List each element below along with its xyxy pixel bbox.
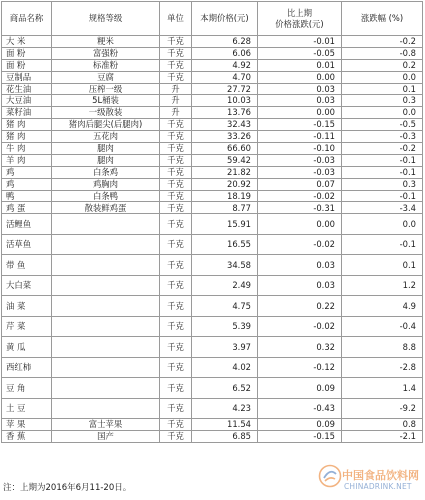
cell-price: 11.54: [192, 419, 258, 431]
cell-grade: 富士苹果: [52, 419, 160, 431]
table-row: [2, 419, 423, 431]
cell-change: 0.09: [258, 419, 342, 431]
cell-unit: 千克: [160, 255, 192, 276]
cell-pct: -9.2: [342, 398, 423, 419]
cell-price: 5.39: [192, 316, 258, 337]
table-row: [2, 398, 423, 419]
cell-change: -0.02: [258, 190, 342, 202]
cell-change: 0.03: [258, 95, 342, 107]
cell-pct: -2.1: [342, 431, 423, 443]
table-row: [2, 71, 423, 83]
cell-pct: -0.3: [342, 131, 423, 143]
header-grade: 规格等级: [52, 2, 160, 36]
cell-price: 8.77: [192, 202, 258, 214]
cell-grade: [52, 337, 160, 358]
cell-pct: 1.2: [342, 275, 423, 296]
cell-name: 花生油: [2, 83, 52, 95]
cell-price: 6.28: [192, 36, 258, 48]
cell-grade: 腿肉: [52, 154, 160, 166]
cell-pct: -0.1: [342, 166, 423, 178]
cell-change: 0.03: [258, 255, 342, 276]
cell-pct: 0.2: [342, 59, 423, 71]
table-row: [2, 275, 423, 296]
cell-grade: [52, 378, 160, 399]
cell-price: 66.60: [192, 143, 258, 155]
cell-price: 21.82: [192, 166, 258, 178]
table-row: [2, 143, 423, 155]
table-row: [2, 83, 423, 95]
cell-price: 6.52: [192, 378, 258, 399]
header-change: [258, 2, 342, 36]
header-change-line2: 价格涨跌(元): [275, 18, 324, 29]
cell-change: 0.22: [258, 296, 342, 317]
table-row: [2, 214, 423, 235]
table-row: [2, 431, 423, 443]
cell-name: 牛 肉: [2, 143, 52, 155]
cell-pct: 0.0: [342, 107, 423, 119]
cell-change: -0.01: [258, 36, 342, 48]
cell-change: -0.03: [258, 166, 342, 178]
cell-unit: 千克: [160, 296, 192, 317]
cell-name: 西红柿: [2, 357, 52, 378]
cell-unit: 千克: [160, 337, 192, 358]
cell-price: 27.72: [192, 83, 258, 95]
cell-change: -0.02: [258, 234, 342, 255]
cell-name: 活草鱼: [2, 234, 52, 255]
table-row: [2, 296, 423, 317]
cell-grade: 猪肉后腿尖(后腿肉): [52, 119, 160, 131]
cell-price: 4.92: [192, 59, 258, 71]
cell-change: -0.43: [258, 398, 342, 419]
table-row: [2, 178, 423, 190]
cell-unit: 千克: [160, 143, 192, 155]
cell-grade: [52, 357, 160, 378]
cell-name: 面 粉: [2, 59, 52, 71]
cell-grade: 富强粉: [52, 47, 160, 59]
cell-unit: 千克: [160, 166, 192, 178]
cell-name: 豆制品: [2, 71, 52, 83]
cell-unit: 升: [160, 107, 192, 119]
cell-pct: 0.3: [342, 95, 423, 107]
table-header: [2, 2, 423, 36]
cell-price: 33.26: [192, 131, 258, 143]
cell-unit: 千克: [160, 316, 192, 337]
cell-grade: [52, 316, 160, 337]
cell-price: 13.76: [192, 107, 258, 119]
cell-change: 0.01: [258, 59, 342, 71]
cell-grade: 五花肉: [52, 131, 160, 143]
cell-price: 4.02: [192, 357, 258, 378]
cell-unit: 千克: [160, 154, 192, 166]
cell-pct: -0.4: [342, 316, 423, 337]
cell-change: 0.00: [258, 71, 342, 83]
cell-pct: 0.1: [342, 255, 423, 276]
table-row: [2, 131, 423, 143]
cell-pct: 0.0: [342, 71, 423, 83]
table-row: [2, 36, 423, 48]
cell-unit: 千克: [160, 36, 192, 48]
cell-price: 4.70: [192, 71, 258, 83]
cell-pct: 8.8: [342, 337, 423, 358]
price-table: [1, 1, 423, 443]
table-row: [2, 154, 423, 166]
cell-unit: 千克: [160, 131, 192, 143]
cell-pct: -0.2: [342, 143, 423, 155]
cell-name: 鸡: [2, 166, 52, 178]
cell-unit: 千克: [160, 178, 192, 190]
cell-grade: [52, 275, 160, 296]
cell-price: 10.03: [192, 95, 258, 107]
cell-pct: -0.1: [342, 190, 423, 202]
cell-unit: 千克: [160, 419, 192, 431]
cell-change: 0.00: [258, 107, 342, 119]
cell-name: 香 蕉: [2, 431, 52, 443]
cell-name: 鸭: [2, 190, 52, 202]
cell-pct: 0.1: [342, 83, 423, 95]
price-table-container: [1, 1, 422, 443]
table-row: [2, 316, 423, 337]
cell-unit: 千克: [160, 357, 192, 378]
cell-price: 4.23: [192, 398, 258, 419]
cell-price: 16.55: [192, 234, 258, 255]
cell-price: 2.49: [192, 275, 258, 296]
cell-grade: [52, 296, 160, 317]
cell-name: 油 菜: [2, 296, 52, 317]
cell-price: 18.19: [192, 190, 258, 202]
table-row: [2, 190, 423, 202]
cell-price: 20.92: [192, 178, 258, 190]
cell-unit: 千克: [160, 398, 192, 419]
header-name: 商品名称: [2, 2, 52, 36]
cell-price: 6.06: [192, 47, 258, 59]
cell-grade: 散装鲜鸡蛋: [52, 202, 160, 214]
cell-grade: 标准粉: [52, 59, 160, 71]
cell-pct: -0.2: [342, 36, 423, 48]
cell-grade: 鸡胸肉: [52, 178, 160, 190]
watermark-en-text: CHINADRINK.NET: [344, 482, 412, 491]
table-row: [2, 95, 423, 107]
table-row: [2, 357, 423, 378]
table-row: [2, 59, 423, 71]
cell-grade: 国产: [52, 431, 160, 443]
cell-unit: 千克: [160, 202, 192, 214]
table-row: [2, 119, 423, 131]
cell-grade: 白条鸭: [52, 190, 160, 202]
cell-grade: 腿肉: [52, 143, 160, 155]
watermark-cn-text: 中国食品饮料网: [342, 469, 419, 482]
cell-change: 0.07: [258, 178, 342, 190]
cell-pct: 4.9: [342, 296, 423, 317]
cell-grade: [52, 255, 160, 276]
cell-unit: 千克: [160, 214, 192, 235]
table-row: [2, 166, 423, 178]
header-price: 本期价格(元): [192, 2, 258, 36]
cell-change: -0.31: [258, 202, 342, 214]
cell-change: 0.32: [258, 337, 342, 358]
cell-name: 猪 肉: [2, 119, 52, 131]
header-change-line1: 比上期: [286, 8, 313, 18]
cell-name: 大 米: [2, 36, 52, 48]
cell-unit: 千克: [160, 71, 192, 83]
cell-name: 活鲤鱼: [2, 214, 52, 235]
cell-name: 大豆油: [2, 95, 52, 107]
cell-unit: 升: [160, 83, 192, 95]
cell-grade: [52, 398, 160, 419]
table-row: [2, 47, 423, 59]
cell-name: 大白菜: [2, 275, 52, 296]
cell-pct: -3.4: [342, 202, 423, 214]
cell-grade: 粳米: [52, 36, 160, 48]
table-row: [2, 378, 423, 399]
cell-pct: 0.3: [342, 178, 423, 190]
cell-change: 0.03: [258, 83, 342, 95]
cell-pct: -0.5: [342, 119, 423, 131]
cell-name: 土 豆: [2, 398, 52, 419]
cell-change: 0.09: [258, 378, 342, 399]
cell-unit: 千克: [160, 234, 192, 255]
cell-name: 羊 肉: [2, 154, 52, 166]
table-body: [2, 36, 423, 443]
cell-pct: 0.8: [342, 419, 423, 431]
watermark: [318, 464, 422, 494]
cell-name: 菜籽油: [2, 107, 52, 119]
cell-pct: -0.1: [342, 234, 423, 255]
cell-price: 32.43: [192, 119, 258, 131]
cell-price: 6.85: [192, 431, 258, 443]
cell-pct: 1.4: [342, 378, 423, 399]
cell-price: 15.91: [192, 214, 258, 235]
cell-grade: 一级散装: [52, 107, 160, 119]
cell-name: 带 鱼: [2, 255, 52, 276]
header-row: [2, 2, 423, 36]
cell-change: -0.02: [258, 316, 342, 337]
cell-name: 黄 瓜: [2, 337, 52, 358]
cell-grade: [52, 214, 160, 235]
cell-change: -0.15: [258, 431, 342, 443]
cell-change: 0.00: [258, 214, 342, 235]
table-row: [2, 202, 423, 214]
cell-unit: 千克: [160, 190, 192, 202]
cell-name: 苹 果: [2, 419, 52, 431]
table-row: [2, 234, 423, 255]
table-row: [2, 337, 423, 358]
cell-unit: 千克: [160, 59, 192, 71]
cell-change: -0.05: [258, 47, 342, 59]
cell-unit: 千克: [160, 275, 192, 296]
cell-price: 59.42: [192, 154, 258, 166]
footnote: 注：上期为2016年6月11-20日。: [3, 483, 132, 493]
cell-change: -0.11: [258, 131, 342, 143]
chinadrink-logo-icon: [318, 464, 342, 488]
cell-unit: 升: [160, 95, 192, 107]
cell-price: 4.75: [192, 296, 258, 317]
cell-name: 芹 菜: [2, 316, 52, 337]
cell-name: 豆 角: [2, 378, 52, 399]
cell-grade: 5L桶装: [52, 95, 160, 107]
cell-unit: 千克: [160, 431, 192, 443]
cell-name: 面 粉: [2, 47, 52, 59]
cell-change: 0.03: [258, 275, 342, 296]
cell-grade: [52, 234, 160, 255]
cell-change: -0.10: [258, 143, 342, 155]
cell-grade: 压榨一级: [52, 83, 160, 95]
header-pct: 涨跌幅 (%): [342, 2, 423, 36]
cell-unit: 千克: [160, 47, 192, 59]
cell-name: 鸡 蛋: [2, 202, 52, 214]
cell-unit: 千克: [160, 378, 192, 399]
cell-change: -0.12: [258, 357, 342, 378]
cell-change: -0.03: [258, 154, 342, 166]
cell-pct: 0.0: [342, 214, 423, 235]
cell-price: 3.97: [192, 337, 258, 358]
cell-unit: 千克: [160, 119, 192, 131]
header-unit: 单位: [160, 2, 192, 36]
table-row: [2, 107, 423, 119]
cell-name: 猪 肉: [2, 131, 52, 143]
cell-change: -0.15: [258, 119, 342, 131]
cell-grade: 白条鸡: [52, 166, 160, 178]
cell-grade: 豆腐: [52, 71, 160, 83]
table-row: [2, 255, 423, 276]
cell-pct: -0.1: [342, 154, 423, 166]
cell-price: 34.58: [192, 255, 258, 276]
cell-pct: -0.8: [342, 47, 423, 59]
cell-pct: -2.8: [342, 357, 423, 378]
cell-name: 鸡: [2, 178, 52, 190]
